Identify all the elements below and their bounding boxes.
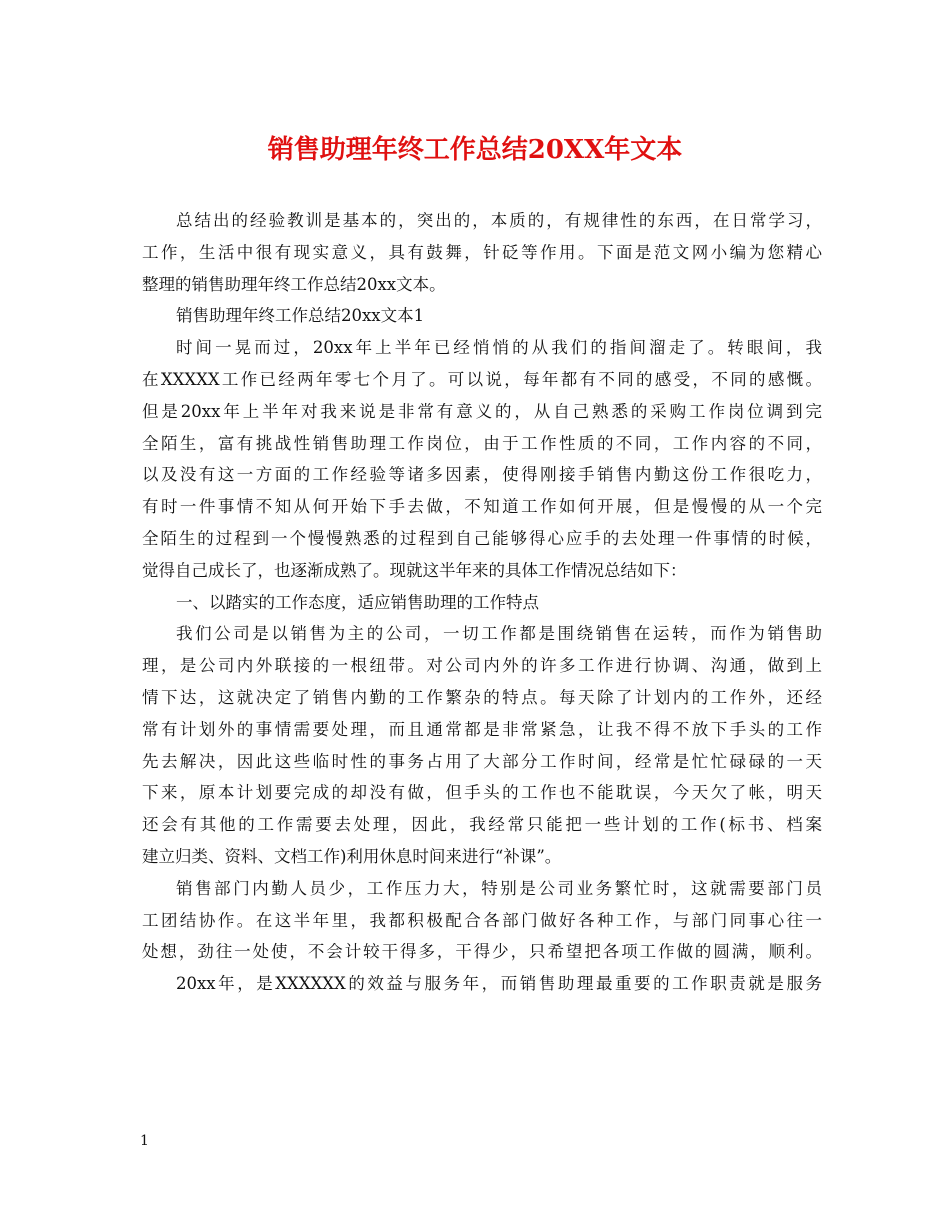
text-line: 时间一晃而过，20xx年上半年已经悄悄的从我们的指间溜走了。转眼间，我 [176, 338, 822, 358]
section-heading: 销售助理年终工作总结20xx文本1 [176, 306, 425, 326]
page-number: 1 [140, 1133, 149, 1149]
section-heading: 一、以踏实的工作态度，适应销售助理的工作特点 [176, 592, 539, 612]
text-line: 我们公司是以销售为主的公司，一切工作都是围绕销售在运转，而作为销售助 [176, 624, 822, 644]
document-title: 销售助理年终工作总结20XX年文本 [267, 135, 683, 165]
text-line: 在XXXXX工作已经两年零七个月了。可以说，每年都有不同的感受，不同的感慨。 [142, 369, 822, 389]
text-line: 工作，生活中很有现实意义，具有鼓舞，针砭等作用。下面是范文网小编为您精心 [142, 242, 822, 262]
text-line: 处想，劲往一处使，不会计较干得多，干得少，只希望把各项工作做的圆满，顺利。 [142, 942, 822, 962]
text-line: 先去解决，因此这些临时性的事务占用了大部分工作时间，经常是忙忙碌碌的一天 [142, 751, 822, 771]
text-line: 情下达，这就决定了销售内勤的工作繁杂的特点。每天除了计划内的工作外，还经 [142, 687, 822, 707]
text-line: 以及没有这一方面的工作经验等诸多因素，使得刚接手销售内勤这份工作很吃力， [142, 465, 822, 485]
text-line: 理，是公司内外联接的一根纽带。对公司内外的许多工作进行协调、沟通，做到上 [142, 656, 822, 676]
text-line: 还会有其他的工作需要去处理，因此，我经常只能把一些计划的工作(标书、档案 [142, 815, 822, 835]
text-line: 20xx年，是XXXXXX的效益与服务年，而销售助理最重要的工作职责就是服务 [176, 974, 822, 994]
text-line: 全陌生，富有挑战性销售助理工作岗位，由于工作性质的不同，工作内容的不同， [142, 433, 822, 453]
text-line: 总结出的经验教训是基本的，突出的，本质的，有规律性的东西，在日常学习， [176, 211, 822, 230]
text-line: 下来，原本计划要完成的却没有做，但手头的工作也不能耽误，今天欠了帐，明天 [142, 783, 822, 803]
text-line: 有时一件事情不知从何开始下手去做，不知道工作如何开展，但是慢慢的从一个完 [142, 497, 822, 517]
document-body [142, 205, 822, 1000]
text-line: 工团结协作。在这半年里，我都积极配合各部门做好各种工作，与部门同事心往一 [142, 910, 822, 930]
text-line: 建立归类、资料、文档工作)利用休息时间来进行“补课”。 [142, 846, 562, 866]
text-line: 全陌生的过程到一个慢慢熟悉的过程到自己能够得心应手的去处理一件事情的时候， [142, 528, 822, 548]
text-line: 觉得自己成长了，也逐渐成熟了。现就这半年来的具体工作情况总结如下： [142, 560, 687, 580]
text-line: 常有计划外的事情需要处理，而且通常都是非常紧急，让我不得不放下手头的工作 [142, 719, 822, 739]
text-line: 销售部门内勤人员少，工作压力大，特别是公司业务繁忙时，这就需要部门员 [176, 878, 822, 898]
text-line: 整理的销售助理年终工作总结20xx文本。 [142, 274, 446, 294]
text-line: 但是20xx年上半年对我来说是非常有意义的，从自己熟悉的采购工作岗位调到完 [142, 401, 822, 421]
